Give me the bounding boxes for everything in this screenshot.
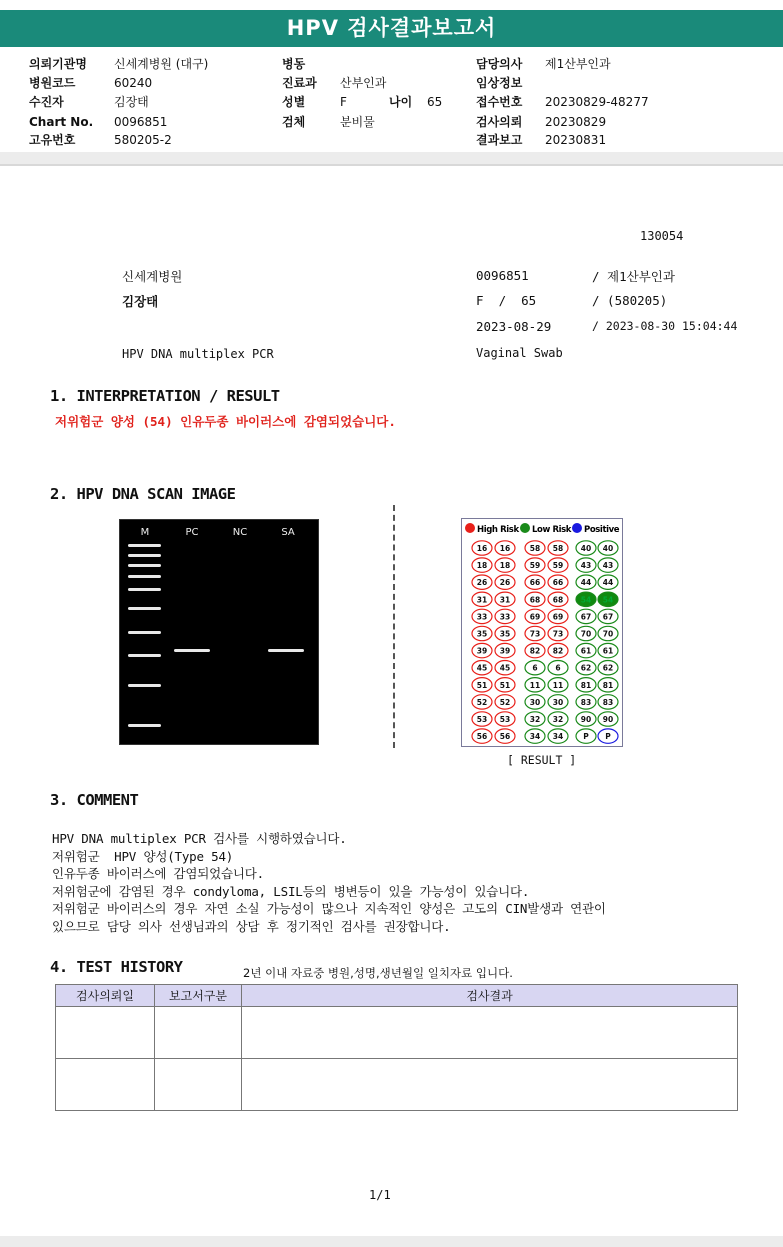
hpv-type-grid xyxy=(461,518,623,747)
specimen-type: Vaginal Swab xyxy=(476,346,563,360)
hpv-type-label: 56 xyxy=(476,732,488,742)
header-field-label: 담당의사 xyxy=(476,57,523,71)
hpv-type-label: 31 xyxy=(499,595,511,605)
ladder-band xyxy=(128,588,161,591)
age-value: 65 xyxy=(427,95,443,109)
hpv-type-label: 33 xyxy=(476,612,488,622)
sa-band xyxy=(268,649,304,652)
hpv-type-label: 58 xyxy=(552,544,564,553)
hpv-type-label: 70 xyxy=(602,629,614,639)
hpv-type-label: 54 xyxy=(602,595,614,605)
comment-line: 있으므로 담당 의사 선생님과의 상담 후 정기적인 검사를 권장합니다. xyxy=(52,918,451,934)
divider-dashed xyxy=(393,505,395,748)
department: / 제1산부인과 xyxy=(592,269,675,284)
header-field-label: 성별 xyxy=(282,95,306,109)
low-legend-dot xyxy=(520,523,530,533)
hpv-type-label: 45 xyxy=(499,663,511,673)
header-field-label: Chart No. xyxy=(29,115,94,129)
hpv-type-label: 66 xyxy=(529,578,541,588)
gel-electrophoresis-image xyxy=(119,519,319,745)
header-field-label: 진료과 xyxy=(282,76,317,90)
result-caption: [ RESULT ] xyxy=(507,753,577,767)
hpv-type-label: 68 xyxy=(552,595,564,605)
footer-bar xyxy=(0,1236,783,1247)
header-field-label: 병동 xyxy=(282,57,306,71)
hpv-type-label: 81 xyxy=(580,680,592,690)
section-scan-image-title: 2. HPV DNA SCAN IMAGE xyxy=(50,485,236,503)
high-legend-label: High Risk xyxy=(477,525,519,535)
hpv-type-label: 52 xyxy=(476,697,488,707)
hpv-type-label: 34 xyxy=(529,732,541,742)
report-title: HPV 검사결과보고서 xyxy=(0,10,783,47)
hpv-type-label: 73 xyxy=(552,629,564,639)
hpv-type-label: 56 xyxy=(499,732,511,742)
positive-legend-dot xyxy=(572,523,582,533)
header-field-value: 0096851 xyxy=(114,115,168,129)
hpv-type-label: 62 xyxy=(602,663,614,673)
hpv-type-label: 40 xyxy=(602,544,614,553)
hpv-type-label: 90 xyxy=(602,715,614,724)
hpv-type-label: 16 xyxy=(476,544,488,553)
hpv-type-label: 90 xyxy=(580,715,592,724)
ladder-band xyxy=(128,631,161,634)
hpv-type-label: 6 xyxy=(555,663,561,673)
test-name: HPV DNA multiplex PCR xyxy=(122,347,274,361)
header-field-label: 수진자 xyxy=(29,95,64,109)
hpv-type-label: 81 xyxy=(602,680,614,690)
hpv-type-label: 43 xyxy=(602,561,614,571)
high-legend-dot xyxy=(465,523,475,533)
hpv-type-label: 26 xyxy=(476,578,488,588)
ladder-band xyxy=(128,554,161,557)
header-field-label: 결과보고 xyxy=(476,133,523,147)
comment-line: 인유두종 바이러스에 감염되었습니다. xyxy=(52,866,264,881)
header-field-value: 20230829 xyxy=(545,115,607,129)
hpv-type-label: P xyxy=(583,732,589,742)
header-field-value: 20230829-48277 xyxy=(545,95,649,109)
hpv-type-label: 82 xyxy=(529,646,541,656)
hpv-type-label: 73 xyxy=(529,629,541,639)
hpv-type-label: 53 xyxy=(476,715,488,724)
hpv-type-label: 26 xyxy=(499,578,511,588)
header-field-value: 김장태 xyxy=(114,95,149,109)
hpv-type-label: 62 xyxy=(580,663,592,673)
header-field-value: 580205-2 xyxy=(114,133,172,147)
header-field-label: 의뢰기관명 xyxy=(29,57,87,71)
hpv-type-label: 69 xyxy=(552,612,564,622)
hpv-type-label: 18 xyxy=(499,561,511,571)
header-divider-line xyxy=(0,164,783,166)
hpv-type-label: 32 xyxy=(529,715,541,724)
hpv-type-label: 54 xyxy=(580,595,592,605)
hpv-type-label: P xyxy=(605,732,611,742)
header-field-value: 산부인과 xyxy=(340,76,387,90)
hpv-type-label: 67 xyxy=(580,612,592,622)
hpv-type-label: 68 xyxy=(529,595,541,605)
hpv-type-label: 11 xyxy=(529,680,541,690)
age-label: 나이 xyxy=(389,95,413,109)
result-text: 저위험군 양성 (54) 인유두종 바이러스에 감염되었습니다. xyxy=(55,414,396,429)
hpv-type-label: 34 xyxy=(552,732,564,742)
ladder-band xyxy=(128,575,161,578)
pc-band xyxy=(174,649,210,652)
hpv-type-label: 40 xyxy=(580,544,592,553)
hpv-type-label: 61 xyxy=(602,646,614,656)
header-field-value: 20230831 xyxy=(545,133,607,147)
gel-svg xyxy=(120,520,318,744)
hpv-type-label: 39 xyxy=(499,646,511,656)
gel-lane-label: NC xyxy=(232,527,248,538)
ladder-band xyxy=(128,654,161,657)
sex-age: F / 65 xyxy=(476,293,537,308)
hpv-type-label: 59 xyxy=(529,561,541,571)
hpv-type-label: 31 xyxy=(476,595,488,605)
hpv-type-label: 53 xyxy=(499,715,511,724)
header-field-label: 병원코드 xyxy=(29,76,76,90)
hpv-type-label: 30 xyxy=(529,697,541,707)
grid-legend xyxy=(465,523,620,535)
ladder-band xyxy=(128,544,161,547)
hpv-type-label: 45 xyxy=(476,663,488,673)
hpv-type-label: 44 xyxy=(580,578,592,588)
history-table xyxy=(55,984,738,1111)
request-date: 2023-08-29 xyxy=(476,319,552,334)
comment-line: HPV DNA multiplex PCR 검사를 시행하였습니다. xyxy=(52,831,347,846)
section-interpretation-title: 1. INTERPRETATION / RESULT xyxy=(50,387,280,405)
hpv-type-label: 11 xyxy=(552,680,564,690)
header-field-label: 검체 xyxy=(282,115,306,129)
hpv-type-label: 43 xyxy=(580,561,592,571)
report-datetime: / 2023-08-30 15:04:44 xyxy=(592,319,738,333)
hpv-type-label: 32 xyxy=(552,715,564,724)
hpv-type-label: 16 xyxy=(499,544,511,553)
hpv-type-label: 33 xyxy=(499,612,511,622)
history-header-row xyxy=(56,985,738,1007)
hpv-type-label: 30 xyxy=(552,697,564,707)
hpv-type-label: 70 xyxy=(580,629,592,639)
comment-text xyxy=(52,830,606,935)
hpv-type-label: 82 xyxy=(552,646,564,656)
history-col-header: 검사결과 xyxy=(242,985,738,1007)
header-field-label: 임상정보 xyxy=(476,76,523,90)
comment-line: 저위험군 바이러스의 경우 자연 소실 가능성이 많으나 지속적인 양성은 고도의 CIN발생과 연관이 xyxy=(52,901,606,916)
hpv-type-label: 61 xyxy=(580,646,592,656)
hpv-type-label: 18 xyxy=(476,561,488,571)
comment-line: 저위험군에 감염된 경우 condyloma, LSIL등의 병변등이 있을 가능성이 있습니다. xyxy=(52,883,530,899)
gel-lane-label: PC xyxy=(185,527,199,538)
section-history-title: 4. TEST HISTORY xyxy=(50,958,183,976)
hpv-type-label: 83 xyxy=(580,697,592,707)
page-number: 1/1 xyxy=(369,1188,391,1202)
header-field-value: 신세계병원 (대구) xyxy=(114,57,209,71)
ladder-band xyxy=(128,564,161,567)
gel-lane-label: M xyxy=(140,527,150,538)
hpv-type-label: 35 xyxy=(499,629,511,639)
chart-number: 0096851 xyxy=(476,268,529,283)
ladder-band xyxy=(128,684,161,687)
hpv-type-label: 6 xyxy=(532,663,538,673)
hpv-type-label: 35 xyxy=(476,629,488,639)
header-field-label: 검사의뢰 xyxy=(476,115,523,129)
hpv-type-label: 51 xyxy=(499,680,511,690)
hpv-type-label: 39 xyxy=(476,646,488,656)
grid-svg xyxy=(462,519,622,746)
header-field-value: 60240 xyxy=(114,76,153,90)
header-field-value: 제1산부인과 xyxy=(545,57,611,71)
hpv-type-label: 52 xyxy=(499,697,511,707)
hpv-type-label: 67 xyxy=(602,612,614,622)
header-field-label: 고유번호 xyxy=(29,133,76,147)
history-note: 2년 이내 자료중 병원,성명,생년월일 일치자료 입니다. xyxy=(243,966,513,980)
patient-name: 김장태 xyxy=(122,294,159,309)
marker-ladder xyxy=(128,544,161,727)
header-field-label: 접수번호 xyxy=(476,95,523,109)
history-col-header: 보고서구분 xyxy=(155,985,242,1007)
hpv-type-label: 69 xyxy=(529,612,541,622)
hpv-type-label: 59 xyxy=(552,561,564,571)
ladder-band xyxy=(128,607,161,610)
header-field-value: 분비물 xyxy=(340,115,375,129)
ladder-band xyxy=(128,724,161,727)
low-legend-label: Low Risk xyxy=(532,525,572,535)
section-comment-title: 3. COMMENT xyxy=(50,791,139,809)
gel-lane-label: SA xyxy=(281,527,295,538)
birth-date: / (580205) xyxy=(592,293,668,308)
history-row xyxy=(56,1007,738,1059)
header-divider xyxy=(0,152,783,164)
hpv-type-label: 58 xyxy=(529,544,541,553)
header-field-value: F xyxy=(340,95,347,109)
hpv-type-label: 51 xyxy=(476,680,488,690)
hpv-type-label: 44 xyxy=(602,578,614,588)
history-col-header: 검사의뢰일 xyxy=(56,985,155,1007)
positive-legend-label: Positive xyxy=(584,525,620,535)
doc-number: 130054 xyxy=(640,229,684,243)
hpv-type-label: 66 xyxy=(552,578,564,588)
hospital-name: 신세계병원 xyxy=(122,269,183,284)
history-row xyxy=(56,1059,738,1111)
hpv-type-label: 83 xyxy=(602,697,614,707)
comment-line: 저위험군 HPV 양성(Type 54) xyxy=(52,848,234,864)
